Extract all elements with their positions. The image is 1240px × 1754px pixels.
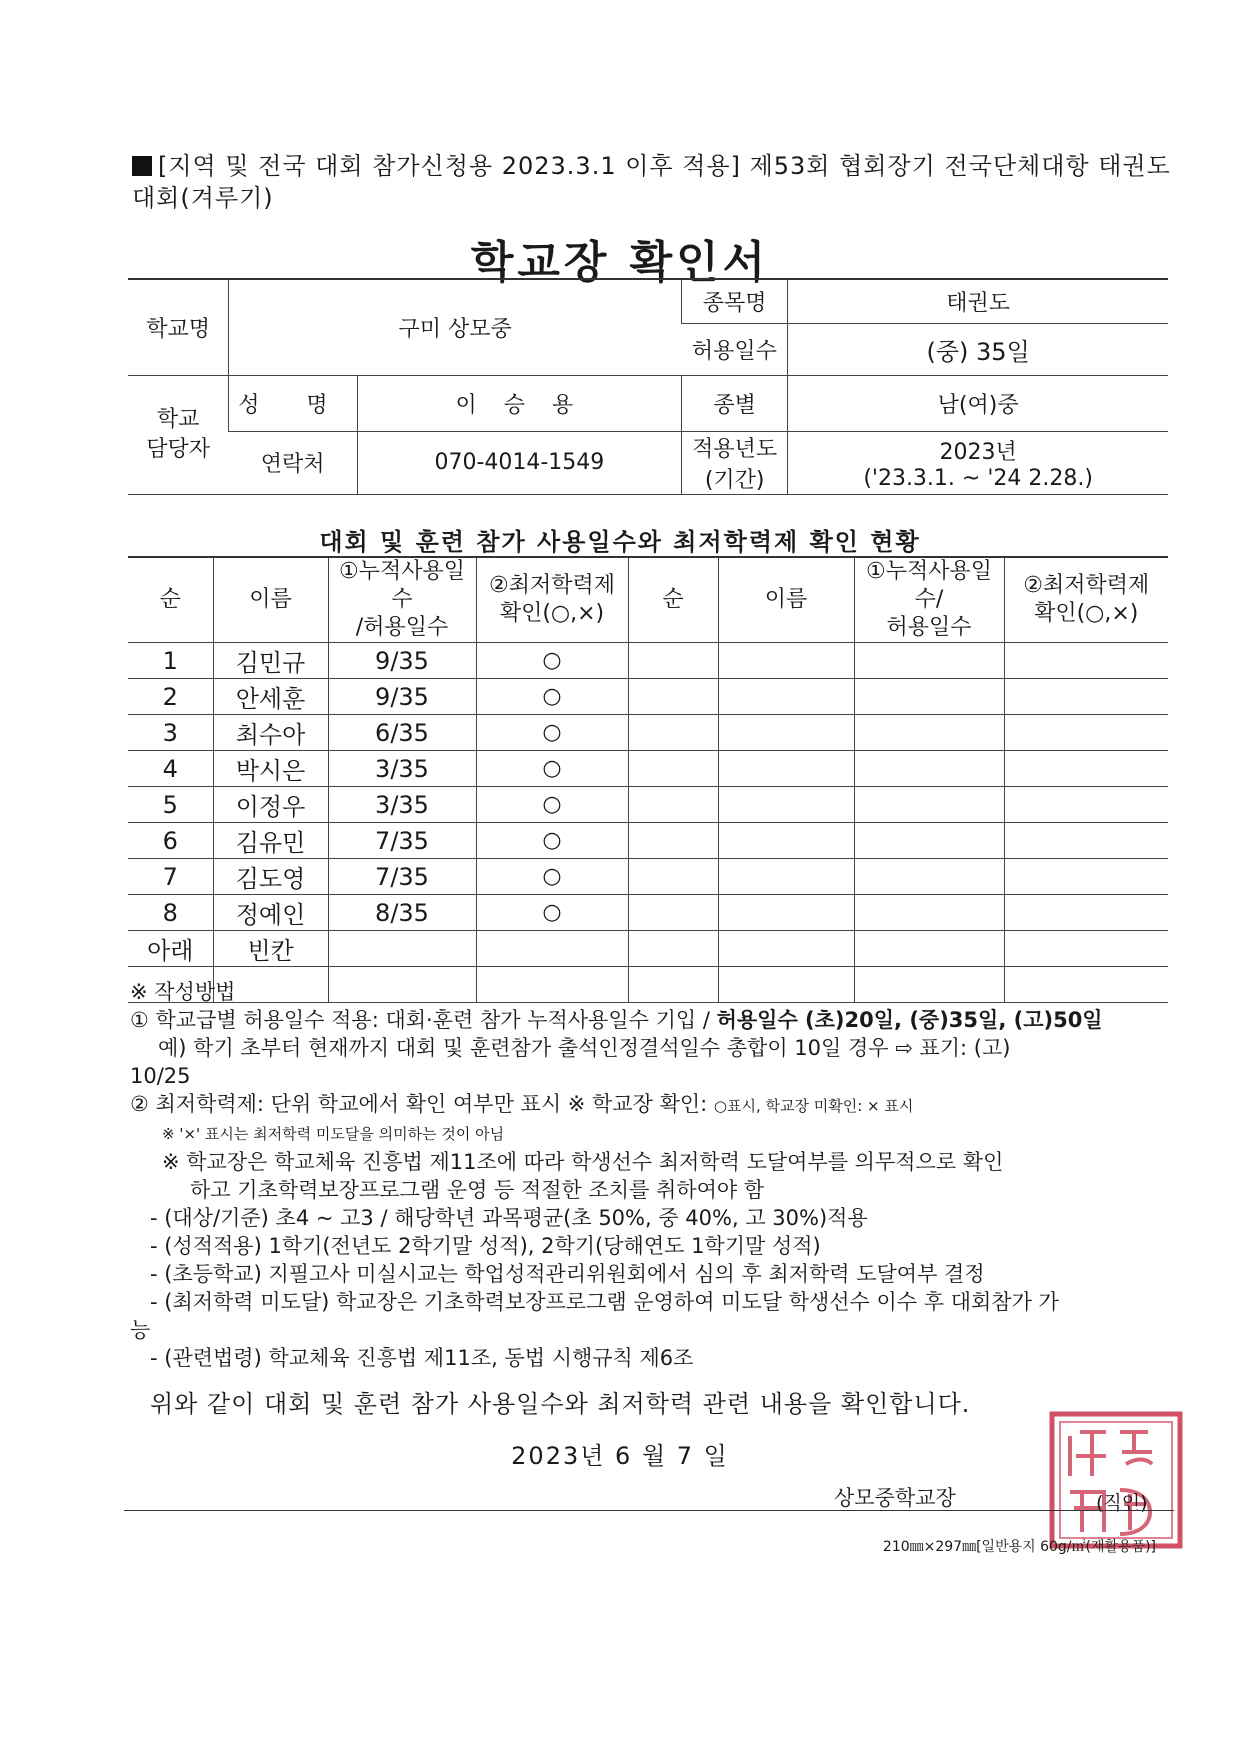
min-academic-check: ○ (476, 787, 628, 823)
empty-cell (854, 895, 1004, 931)
student-name: 김유민 (213, 823, 328, 859)
empty-cell (1004, 643, 1168, 679)
min-academic-check: ○ (476, 715, 628, 751)
table-row (128, 715, 1168, 751)
note-1 (130, 1006, 1170, 1034)
student-name: 박시은 (213, 751, 328, 787)
min-academic-check: ○ (476, 859, 628, 895)
empty-cell (628, 679, 718, 715)
event-value: 태권도 (788, 279, 1168, 323)
empty-cell (628, 859, 718, 895)
table-row (128, 751, 1168, 787)
header-notice: [지역 및 전국 대회 참가신청용 2023.3.1 이후 적용] 제53회 협회장기 전국단체대항 태권도대회(겨루기) (132, 152, 1171, 212)
category-label: 종별 (682, 375, 788, 431)
bullet-elementary: - (초등학교) 지필고사 미실시교는 학업성적관리위원회에서 심의 후 최저학력 도달여부 결정 (150, 1262, 985, 1286)
student-table (128, 556, 1168, 1003)
empty-cell (628, 823, 718, 859)
days-used: 3/35 (328, 751, 476, 787)
row-number: 7 (128, 859, 213, 895)
empty-cell (628, 751, 718, 787)
empty-cell (854, 751, 1004, 787)
black-square-icon (132, 156, 152, 176)
empty-cell (1004, 823, 1168, 859)
empty-cell (854, 679, 1004, 715)
student-name: 최수아 (213, 715, 328, 751)
empty-cell (718, 751, 854, 787)
section-title: 대회 및 훈련 참가 사용일수와 최저학력제 확인 현황 (319, 528, 921, 556)
empty-cell (718, 895, 854, 931)
manager-name-value: 이 승 용 (357, 375, 681, 431)
days-used: 7/35 (328, 859, 476, 895)
event-label: 종목명 (682, 279, 788, 323)
days-used: 6/35 (328, 715, 476, 751)
empty-cell (628, 787, 718, 823)
issue-date: 2023년 6 월 7 일 (511, 1442, 729, 1470)
principal-title: 상모중학교장 (834, 1486, 956, 1510)
min-academic-check: ○ (476, 823, 628, 859)
header-no-right: 순 (628, 557, 718, 643)
instructions-heading: ※ 작성방법 (130, 980, 236, 1004)
empty-cell (1004, 895, 1168, 931)
allowed-days-label: 허용일수 (682, 323, 788, 375)
empty-cell (718, 715, 854, 751)
empty-cell (854, 859, 1004, 895)
empty-cell (854, 931, 1004, 967)
note-2-remark: ※ '×' 표시는 최저학력 미도달을 의미하는 것이 아님 (162, 1125, 505, 1143)
student-name: 이정우 (213, 787, 328, 823)
allowed-days-value: (중) 35일 (788, 323, 1168, 375)
header-name-right: 이름 (718, 557, 854, 643)
bullet-grades: - (성적적용) 1학기(전년도 2학기말 성적), 2학기(당해연도 1학기말 성적) (150, 1234, 821, 1258)
empty-cell (1004, 751, 1168, 787)
seal-label: (직인) (1096, 1492, 1148, 1514)
student-name: 김도영 (213, 859, 328, 895)
empty-cell (854, 823, 1004, 859)
manager-label: 학교 담당자 (128, 375, 229, 494)
days-used: 9/35 (328, 679, 476, 715)
document-header (132, 150, 1172, 214)
confirmation-text: 위와 같이 대회 및 훈련 참가 사용일수와 최저학력 관련 내용을 확인합니다. (150, 1390, 971, 1418)
note-2-duty-cont: 하고 기초학력보장프로그램 운영 등 적절한 조치를 취하여야 함 (190, 1178, 765, 1202)
row-number: 아래 (128, 931, 213, 967)
empty-cell (718, 823, 854, 859)
empty-cell (1004, 787, 1168, 823)
year-label-line1: 적용년도 (692, 436, 778, 462)
student-name: 정예인 (213, 895, 328, 931)
table-row (128, 643, 1168, 679)
header-check-left: ②최저학력제 확인(○,×) (476, 557, 628, 643)
note-2-duty: ※ 학교장은 학교체육 진흥법 제11조에 따라 학생선수 최저학력 도달여부를 의무적으로 확인 (162, 1150, 1004, 1174)
header-no-left: 순 (128, 557, 213, 643)
table-row (128, 679, 1168, 715)
year-value (788, 431, 1168, 494)
min-academic-check: ○ (476, 751, 628, 787)
bullet-target: - (대상/기준) 초4 ~ 고3 / 해당학년 과목평균(초 50%, 중 40%, 고 30%)적용 (150, 1206, 868, 1230)
row-number: 4 (128, 751, 213, 787)
row-number: 5 (128, 787, 213, 823)
header-name-left: 이름 (213, 557, 328, 643)
empty-cell (718, 679, 854, 715)
row-number: 2 (128, 679, 213, 715)
year-label-line2: (기간) (704, 467, 765, 493)
row-number: 6 (128, 823, 213, 859)
school-name-label: 학교명 (128, 279, 229, 375)
empty-cell (628, 643, 718, 679)
empty-cell (628, 715, 718, 751)
student-name: 빈칸 (213, 931, 328, 967)
days-used: 8/35 (328, 895, 476, 931)
table-row (128, 895, 1168, 931)
empty-cell (718, 931, 854, 967)
empty-cell (1004, 679, 1168, 715)
row-number: 8 (128, 895, 213, 931)
official-seal (1046, 1408, 1186, 1552)
min-academic-check (476, 931, 628, 967)
student-name: 김민규 (213, 643, 328, 679)
days-used (328, 931, 476, 967)
days-used: 9/35 (328, 643, 476, 679)
contact-value: 070-4014-1549 (357, 431, 681, 494)
empty-cell (718, 643, 854, 679)
footer-divider (124, 1510, 1174, 1511)
note-1-bold: 허용일수 (초)20일, (중)35일, (고)50일 (716, 1008, 1103, 1032)
table-row (128, 823, 1168, 859)
empty-cell (854, 787, 1004, 823)
year-text: 2023년 (939, 439, 1017, 465)
school-name-value: 구미 상모중 (229, 279, 682, 375)
year-label (682, 431, 788, 494)
table-row (128, 931, 1168, 967)
min-academic-check: ○ (476, 643, 628, 679)
row-number: 1 (128, 643, 213, 679)
header-days-left: ①누적사용일수 /허용일수 (328, 557, 476, 643)
school-info-table (128, 278, 1168, 495)
empty-cell (854, 643, 1004, 679)
empty-cell (854, 715, 1004, 751)
instructions-section (130, 978, 1170, 1372)
bullet-below-minimum: - (최저학력 미도달) 학교장은 기초학력보장프로그램 운영하여 미도달 학생선수 이수 후 대회참가 가 (150, 1290, 1059, 1314)
empty-cell (628, 895, 718, 931)
min-academic-check: ○ (476, 679, 628, 715)
contact-label: 연락처 (229, 431, 358, 494)
bullet-law: - (관련법령) 학교체육 진흥법 제11조, 동법 시행규칙 제6조 (150, 1346, 694, 1370)
note-1-example: 예) 학기 초부터 현재까지 대회 및 훈련참가 출석인정결석일수 총합이 10일 경우 ⇨ 표기: (고) (158, 1036, 1011, 1060)
student-name: 안세훈 (213, 679, 328, 715)
note-2 (130, 1090, 1170, 1120)
manager-name-label: 성 명 (229, 375, 358, 431)
days-used: 7/35 (328, 823, 476, 859)
empty-cell (1004, 715, 1168, 751)
note-1-example-cont: 10/25 (130, 1064, 191, 1088)
row-number: 3 (128, 715, 213, 751)
table-row (128, 859, 1168, 895)
empty-cell (628, 931, 718, 967)
empty-cell (718, 859, 854, 895)
document-title: 학교장 확인서 (470, 237, 770, 288)
empty-cell (1004, 859, 1168, 895)
paper-spec: 210㎜×297㎜[일반용지 60g/㎡(재활용품)] (882, 1539, 1156, 1555)
note-2-small: ○표시, 학교장 미확인: × 표시 (713, 1097, 914, 1115)
min-academic-check: ○ (476, 895, 628, 931)
empty-cell (718, 787, 854, 823)
bullet-below-minimum-cont: 능 (130, 1318, 151, 1342)
empty-cell (1004, 931, 1168, 967)
table-row (128, 787, 1168, 823)
days-used: 3/35 (328, 787, 476, 823)
period-text: ('23.3.1. ~ '24 2.28.) (863, 465, 1093, 491)
note-1-text: ① 학교급별 허용일수 적용: 대회·훈련 참가 누적사용일수 기입 / (130, 1008, 717, 1032)
header-days-right: ①누적사용일수/ 허용일수 (854, 557, 1004, 643)
header-check-right: ②최저학력제 확인(○,×) (1004, 557, 1168, 643)
category-value: 남(여)중 (788, 375, 1168, 431)
note-2-text: ② 최저학력제: 단위 학교에서 확인 여부만 표시 ※ 학교장 확인: (130, 1092, 714, 1116)
